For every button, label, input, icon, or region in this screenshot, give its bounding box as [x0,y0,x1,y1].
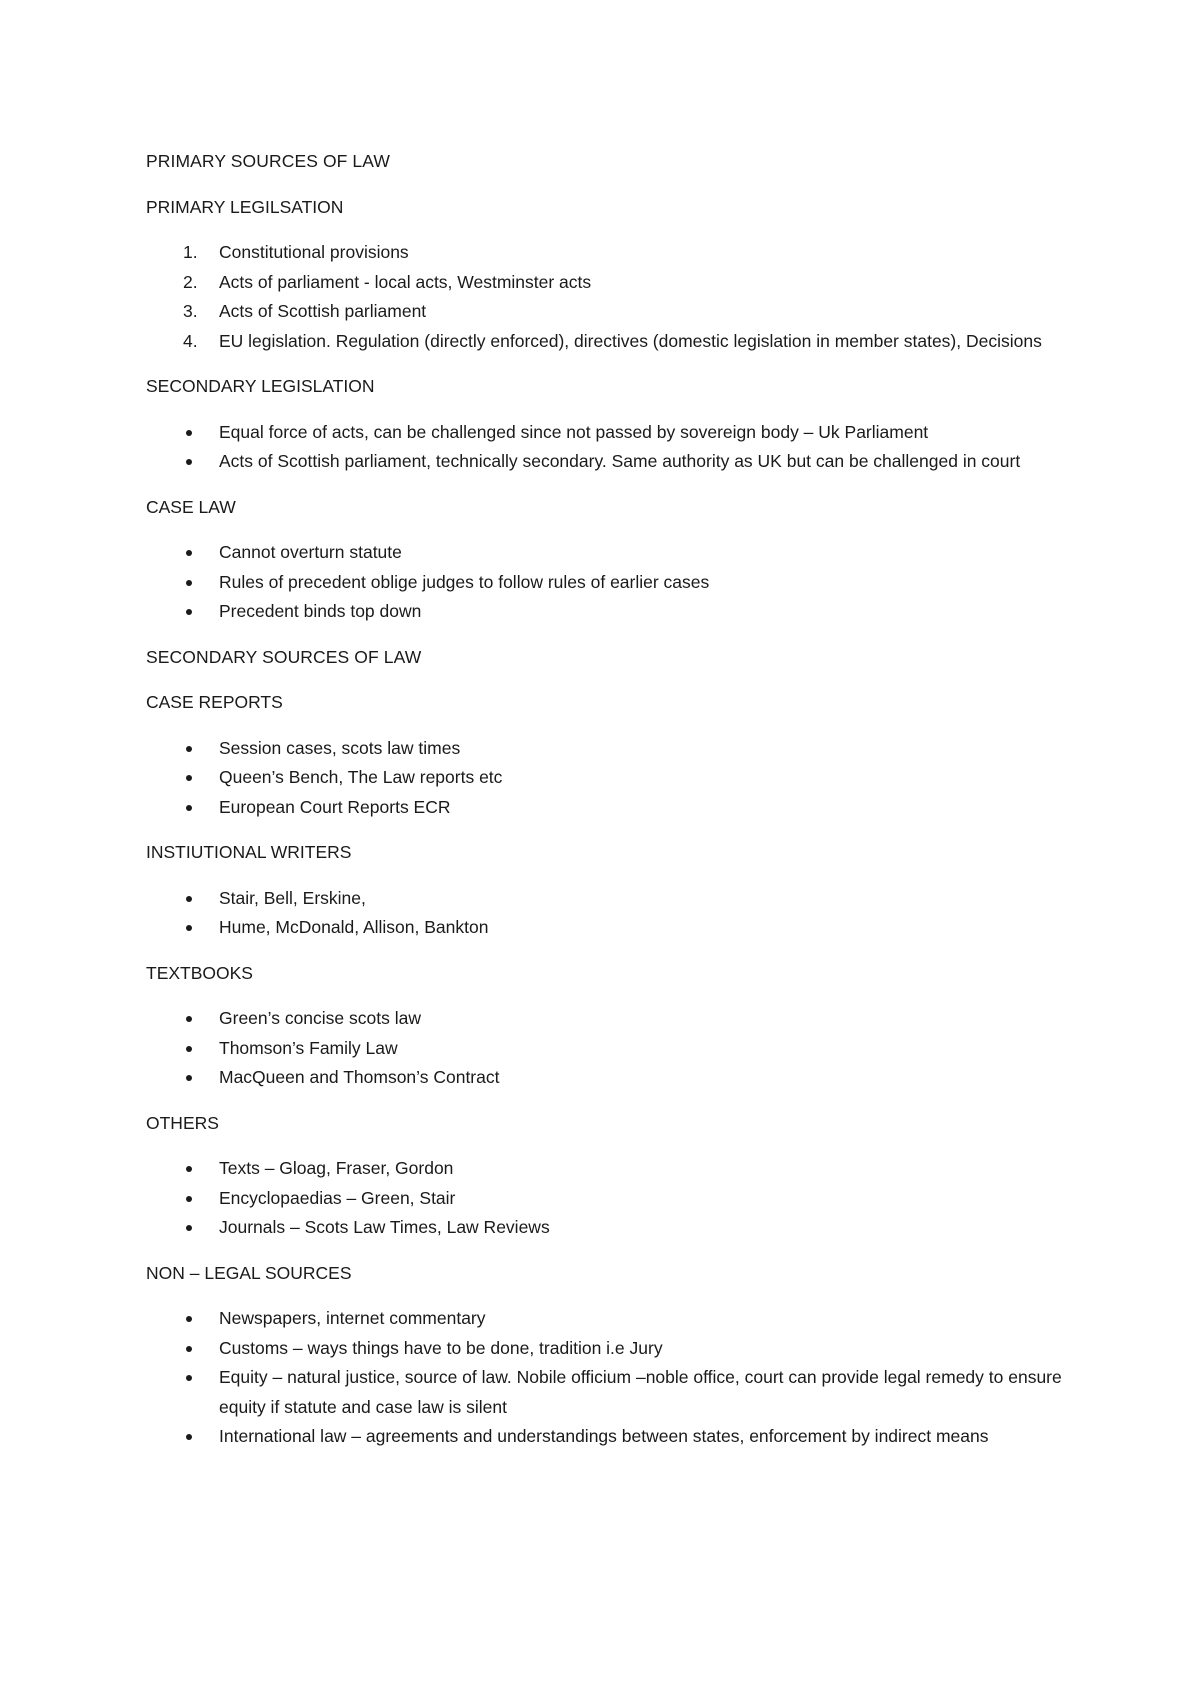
non-legal-sources-list [146,1304,1066,1452]
bullet-icon [186,430,192,436]
list-item: Texts – Gloag, Fraser, Gordon [146,1154,1066,1184]
list-number: 3. [183,301,198,321]
list-item: Equal force of acts, can be challenged since not passed by sovereign body – Uk Parliament [146,418,1066,448]
list-item: 2. Acts of parliament - local acts, Westminster acts [146,268,1066,298]
bullet-icon [186,1316,192,1322]
bullet-icon [186,609,192,615]
list-item: Acts of Scottish parliament, technically secondary. Same authority as UK but can be challenged in court [146,447,1066,477]
primary-legislation-list [146,238,1066,356]
bullet-icon [186,1166,192,1172]
document-body [146,147,1066,1468]
list-item: MacQueen and Thomson’s Contract [146,1063,1066,1093]
secondary-sources-title: SECONDARY SOURCES OF LAW [146,646,422,667]
list-item: Session cases, scots law times [146,734,1066,764]
bullet-icon [186,580,192,586]
bullet-icon [186,1016,192,1022]
bullet-icon [186,1196,192,1202]
list-item: Cannot overturn statute [146,538,1066,568]
list-item: Customs – ways things have to be done, tradition i.e Jury [146,1334,1066,1364]
list-number: 2. [183,271,198,292]
section-heading-primary-legislation: PRIMARY LEGILSATION [146,196,344,217]
list-item: Queen’s Bench, The Law reports etc [146,763,1066,793]
document-title: PRIMARY SOURCES OF LAW [146,151,391,171]
case-law-list [146,538,1066,627]
list-item: Thomson’s Family Law [146,1034,1066,1064]
section-heading-case-reports: CASE REPORTS [146,692,283,712]
bullet-icon [186,1075,192,1081]
bullet-icon [186,1434,192,1440]
list-item: 1. Constitutional provisions [146,238,1066,268]
bullet-icon [186,1225,192,1231]
secondary-legislation-list [146,418,1066,477]
section-heading-case-law: CASE LAW [146,496,236,517]
bullet-icon [186,805,192,811]
section-heading-others: OTHERS [146,1112,219,1133]
list-item: Journals – Scots Law Times, Law Reviews [146,1213,1066,1243]
bullet-icon [186,1346,192,1352]
list-item: 4. EU legislation. Regulation (directly enforced), directives (domestic legislation in member states), Decisions [146,327,1066,357]
list-item: Equity – natural justice, source of law. Nobile officium –noble office, court can provide legal remedy to ensure equity if statute and case law is silent [146,1363,1066,1422]
bullet-icon [186,746,192,752]
list-item: Stair, Bell, Erskine, [146,884,1066,914]
case-reports-list [146,734,1066,823]
list-number: 1. [183,242,198,262]
list-number: 4. [183,330,198,351]
bullet-icon [186,1375,192,1381]
list-item: Encyclopaedias – Green, Stair [146,1184,1066,1214]
bullet-icon [186,459,192,465]
list-item: Precedent binds top down [146,597,1066,627]
bullet-icon [186,925,192,931]
section-heading-secondary-legislation: SECONDARY LEGISLATION [146,376,375,396]
bullet-icon [186,550,192,556]
bullet-icon [186,775,192,781]
bullet-icon [186,1046,192,1052]
list-item: Green’s concise scots law [146,1004,1066,1034]
list-item: European Court Reports ECR [146,793,1066,823]
bullet-icon [186,896,192,902]
textbooks-list [146,1004,1066,1093]
others-list [146,1154,1066,1243]
list-item: International law – agreements and understandings between states, enforcement by indirect means [146,1422,1066,1452]
section-heading-textbooks: TEXTBOOKS [146,962,253,983]
institutional-writers-list [146,884,1066,943]
section-heading-institutional-writers: INSTIUTIONAL WRITERS [146,842,352,862]
list-item: 3. Acts of Scottish parliament [146,297,1066,327]
list-item: Hume, McDonald, Allison, Bankton [146,913,1066,943]
section-heading-non-legal-sources: NON – LEGAL SOURCES [146,1262,352,1283]
list-item: Rules of precedent oblige judges to follow rules of earlier cases [146,568,1066,598]
list-item: Newspapers, internet commentary [146,1304,1066,1334]
